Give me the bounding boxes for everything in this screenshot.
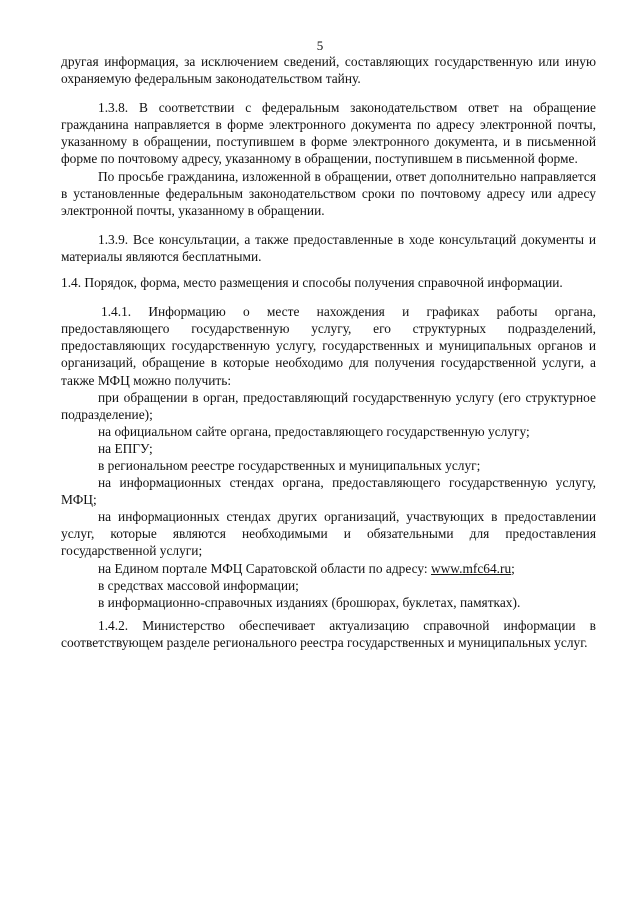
mfc-portal-text: на Едином портале МФЦ Саратовской области по адресу: bbox=[98, 560, 431, 576]
list-item-website: на официальном сайте органа, предоставляющего государственную услугу; bbox=[98, 423, 530, 439]
paragraph-1-4-1: 1.4.1. Информацию о месте нахождения и графиках работы органа, предоставляющего государственную услугу, его структурных подразделений, предоставляющих государственную услугу, государственных и муниципальных органов и организаций, обращение в которые необходимо для получения государственной услуги, а также МФЦ можно получить: bbox=[61, 304, 596, 388]
list-item-publications: в информационно-справочных изданиях (брошюрах, буклетах, памятках). bbox=[98, 594, 521, 610]
paragraph-1-3-8: 1.3.8. В соответствии с федеральным законодательством ответ на обращение гражданина направляется в форме электронного документа по адресу электронной почты, указанному в обращении, поступившем в форме электронного документа, и в письменной форме по почтовому адресу, указанному в обращении, поступившем в письменной форме. bbox=[61, 100, 596, 167]
list-item-mfc-portal bbox=[61, 560, 596, 577]
list-item-organ: при обращении в орган, предоставляющий государственную услугу (его структурное подразделение); bbox=[61, 389, 596, 422]
section-heading-1-4: 1.4. Порядок, форма, место размещения и способы получения справочной информации. bbox=[61, 275, 563, 291]
paragraph-1-3-9: 1.3.9. Все консультации, а также предоставленные в ходе консультаций документы и материалы являются бесплатными. bbox=[61, 231, 596, 264]
list-item-registry: в региональном реестре государственных и муниципальных услуг; bbox=[98, 457, 481, 473]
list-item-stands: на информационных стендах органа, предоставляющего государственную услугу, МФЦ; bbox=[61, 475, 596, 508]
list-item-media: в средствах массовой информации; bbox=[98, 577, 299, 593]
document-body bbox=[61, 53, 596, 651]
paragraph-1-4-2: 1.4.2. Министерство обеспечивает актуализацию справочной информации в соответствующем разделе регионального реестра государственных и муниципальных услуг. bbox=[61, 617, 596, 650]
paragraph-request: По просьбе гражданина, изложенной в обращении, ответ дополнительно направляется в установленные федеральным законодательством сроки по почтовому адресу или адресу электронной почты, указанному в обращении. bbox=[61, 168, 596, 218]
list-item-other-stands: на информационных стендах других организаций, участвующих в предоставлении услуг, которые являются необходимыми и обязательными для предоставления государственной услуги; bbox=[61, 509, 596, 559]
page-number: 5 bbox=[316, 38, 324, 53]
paragraph-1: другая информация, за исключением сведений, составляющих государственную или иную охраняемую федеральным законодательством тайну. bbox=[61, 54, 596, 87]
mfc-portal-tail: ; bbox=[511, 560, 515, 576]
list-item-epgu: на ЕПГУ; bbox=[98, 440, 153, 456]
mfc-portal-link[interactable]: www.mfc64.ru bbox=[430, 560, 512, 576]
